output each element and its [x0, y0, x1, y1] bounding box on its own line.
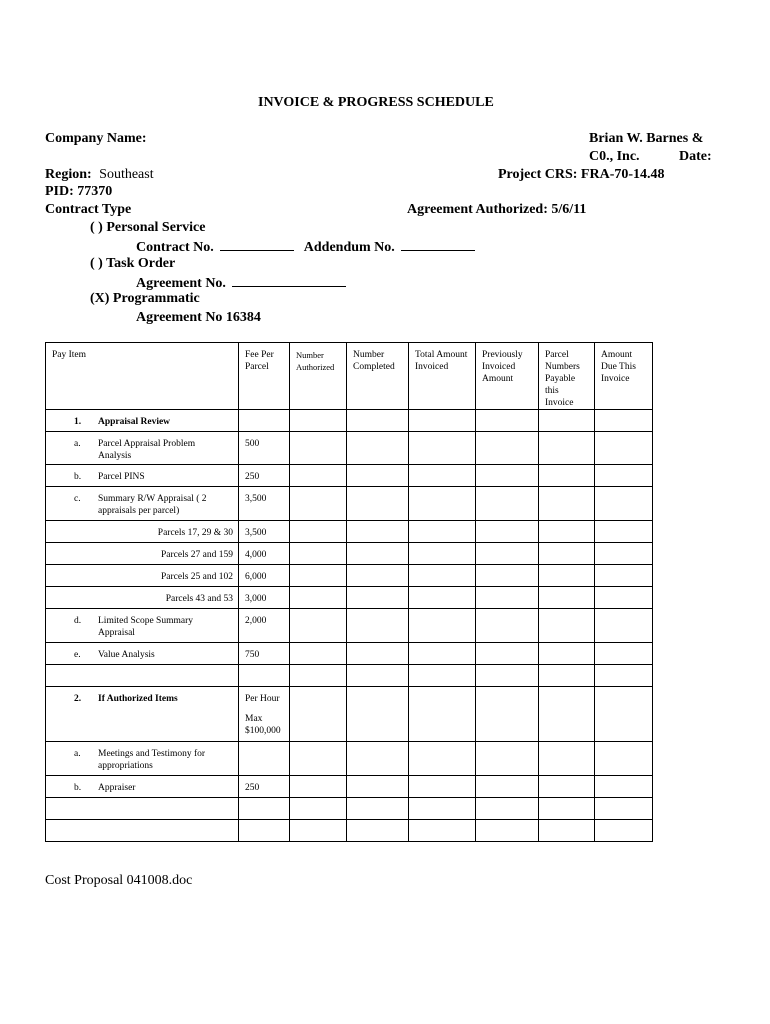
table-row: [46, 742, 653, 776]
blank-cell: [409, 565, 476, 587]
blank-cell: [409, 465, 476, 487]
blank-cell: [476, 410, 539, 432]
table-row: [46, 776, 653, 798]
blank-cell: [290, 820, 347, 842]
blank-cell: [290, 742, 347, 776]
blank-cell: [290, 521, 347, 543]
agreement-no-line: [136, 274, 346, 292]
pay-item-cell: [46, 432, 239, 465]
blank-cell: [476, 665, 539, 687]
blank-cell: [347, 465, 409, 487]
blank-cell: [595, 565, 653, 587]
item-label: Value Analysis: [98, 650, 155, 660]
blank-cell: [347, 609, 409, 643]
table-row: [46, 432, 653, 465]
blank-cell: [290, 643, 347, 665]
addendum-no-blank: [401, 238, 475, 251]
item-number: 2.: [74, 694, 82, 704]
fee-value: 3,500: [245, 494, 267, 504]
blank-cell: [476, 487, 539, 521]
fee-value: 6,000: [245, 572, 267, 582]
blank-cell: [476, 543, 539, 565]
blank-cell: [539, 687, 595, 742]
blank-cell: [409, 521, 476, 543]
pay-item-cell: [46, 410, 239, 432]
blank-cell: [290, 565, 347, 587]
blank-cell: [539, 432, 595, 465]
blank-cell: [539, 609, 595, 643]
blank-cell: [595, 410, 653, 432]
contract-type-label: Contract Type: [45, 202, 132, 217]
blank-cell: [539, 465, 595, 487]
header-cell: Fee Per Parcel: [239, 343, 290, 410]
blank-cell: [409, 410, 476, 432]
fee-cell: [239, 565, 290, 587]
blank-cell: [595, 543, 653, 565]
pay-item-cell: [46, 543, 239, 565]
blank-cell: [539, 776, 595, 798]
blank-cell: [290, 410, 347, 432]
blank-cell: [290, 543, 347, 565]
item-label: Parcels 27 and 159: [160, 550, 233, 560]
table-row: [46, 665, 653, 687]
blank-cell: [539, 487, 595, 521]
blank-cell: [347, 665, 409, 687]
programmatic-option: (X) Programmatic: [90, 291, 200, 306]
pay-item-cell: [46, 742, 239, 776]
header-cell: Total Amount Invoiced: [409, 343, 476, 410]
item-number: b.: [74, 472, 82, 482]
pay-item-cell: [46, 565, 239, 587]
blank-cell: [539, 665, 595, 687]
blank-cell: [347, 820, 409, 842]
fee-cell: [239, 410, 290, 432]
item-label: Parcel Appraisal Problem Analysis: [98, 439, 196, 461]
pay-item-cell: [46, 487, 239, 521]
table-row: [46, 687, 653, 742]
document-title: INVOICE & PROGRESS SCHEDULE: [258, 95, 494, 110]
pay-item-cell: [46, 643, 239, 665]
blank-cell: [595, 609, 653, 643]
company-value-line1: Brian W. Barnes &: [589, 131, 704, 146]
item-number: b.: [74, 783, 82, 793]
fee-value: Per Hour: [245, 694, 280, 704]
pay-item-cell: [46, 776, 239, 798]
blank-cell: [476, 565, 539, 587]
contract-no-line: [136, 238, 475, 256]
blank-cell: [347, 432, 409, 465]
agreement-no-programmatic: Agreement No 16384: [136, 310, 261, 325]
header-cell: Number Completed: [347, 343, 409, 410]
table-row: [46, 410, 653, 432]
fee-value: 250: [245, 783, 260, 793]
item-label: Meetings and Testimony for appropriations: [98, 749, 206, 771]
blank-cell: [409, 665, 476, 687]
blank-cell: [539, 543, 595, 565]
blank-cell: [347, 565, 409, 587]
item-number: d.: [74, 616, 82, 626]
blank-cell: [595, 521, 653, 543]
blank-cell: [347, 643, 409, 665]
blank-cell: [539, 521, 595, 543]
pay-item-cell: [46, 587, 239, 609]
blank-cell: [595, 665, 653, 687]
blank-cell: [539, 798, 595, 820]
blank-cell: [595, 776, 653, 798]
blank-cell: [476, 687, 539, 742]
fee-cell: [239, 432, 290, 465]
table-row: [46, 521, 653, 543]
fee-cell: [239, 521, 290, 543]
blank-cell: [347, 543, 409, 565]
blank-cell: [595, 742, 653, 776]
contract-no-blank: [220, 238, 294, 251]
blank-cell: [290, 665, 347, 687]
date-label: Date:: [679, 149, 712, 164]
pay-item-cell: [46, 687, 239, 742]
header-cell: Previously Invoiced Amount: [476, 343, 539, 410]
blank-cell: [409, 543, 476, 565]
table-row: [46, 609, 653, 643]
addendum-no-label: Addendum No.: [303, 240, 395, 255]
fee-value: 3,000: [245, 594, 267, 604]
item-number: a.: [74, 749, 81, 759]
item-label: Appraisal Review: [98, 417, 171, 427]
table-row: [46, 643, 653, 665]
blank-cell: [409, 432, 476, 465]
fee-value: 250: [245, 472, 260, 482]
contract-no-label: Contract No.: [136, 240, 214, 255]
fee-cell: [239, 609, 290, 643]
task-order-option: ( ) Task Order: [90, 256, 176, 271]
item-number: e.: [74, 650, 81, 660]
fee-cell: [239, 543, 290, 565]
blank-cell: [595, 820, 653, 842]
blank-cell: [539, 565, 595, 587]
blank-cell: [347, 487, 409, 521]
fee-cell: [239, 465, 290, 487]
fee-cell: [239, 643, 290, 665]
fee-cell: [239, 587, 290, 609]
fee-value: 4,000: [245, 550, 267, 560]
blank-cell: [290, 687, 347, 742]
fee-max-value: Max $100,000: [245, 714, 281, 736]
item-label: Limited Scope Summary Appraisal: [98, 616, 193, 638]
blank-cell: [409, 609, 476, 643]
table-row: [46, 565, 653, 587]
blank-cell: [539, 643, 595, 665]
personal-service-option: ( ) Personal Service: [90, 220, 206, 235]
pay-item-cell: [46, 665, 239, 687]
blank-cell: [347, 742, 409, 776]
fee-value: 500: [245, 439, 260, 449]
item-label: If Authorized Items: [98, 694, 178, 704]
blank-cell: [595, 465, 653, 487]
fee-cell: [239, 742, 290, 776]
blank-cell: [539, 820, 595, 842]
blank-cell: [290, 587, 347, 609]
blank-cell: [476, 742, 539, 776]
blank-cell: [347, 687, 409, 742]
blank-cell: [290, 609, 347, 643]
blank-cell: [409, 776, 476, 798]
schedule-table: [45, 342, 653, 842]
blank-cell: [476, 798, 539, 820]
blank-cell: [476, 643, 539, 665]
blank-cell: [595, 587, 653, 609]
blank-cell: [539, 587, 595, 609]
blank-cell: [347, 587, 409, 609]
blank-cell: [476, 609, 539, 643]
item-number: 1.: [74, 417, 82, 427]
footer-filename: Cost Proposal 041008.doc: [45, 873, 193, 888]
blank-cell: [409, 643, 476, 665]
blank-cell: [476, 820, 539, 842]
table-row: [46, 587, 653, 609]
header-cell: Parcel Numbers Payable this Invoice: [539, 343, 595, 410]
blank-cell: [409, 487, 476, 521]
blank-cell: [476, 587, 539, 609]
fee-cell: [239, 665, 290, 687]
blank-cell: [595, 798, 653, 820]
blank-cell: [409, 687, 476, 742]
pay-item-cell: [46, 465, 239, 487]
blank-cell: [595, 487, 653, 521]
table-row: [46, 820, 653, 842]
agreement-no-label: Agreement No.: [136, 276, 226, 291]
fee-cell: [239, 776, 290, 798]
blank-cell: [409, 587, 476, 609]
blank-cell: [290, 432, 347, 465]
blank-cell: [290, 798, 347, 820]
blank-cell: [539, 742, 595, 776]
fee-cell: [239, 798, 290, 820]
blank-cell: [409, 820, 476, 842]
region-line: [45, 167, 154, 183]
blank-cell: [290, 487, 347, 521]
agreement-authorized: Agreement Authorized: 5/6/11: [407, 202, 587, 217]
header-cell: Pay Item: [46, 343, 239, 410]
item-label: Parcels 17, 29 & 30: [157, 528, 233, 538]
blank-cell: [539, 410, 595, 432]
blank-cell: [476, 465, 539, 487]
item-number: c.: [74, 494, 81, 504]
blank-cell: [476, 432, 539, 465]
blank-cell: [595, 687, 653, 742]
blank-cell: [290, 776, 347, 798]
table-row: [46, 543, 653, 565]
blank-cell: [290, 465, 347, 487]
item-label: Parcels 25 and 102: [160, 572, 233, 582]
pay-item-cell: [46, 820, 239, 842]
fee-cell: [239, 687, 290, 742]
blank-cell: [595, 643, 653, 665]
pid: PID: 77370: [45, 184, 113, 199]
company-label: Company Name:: [45, 131, 147, 146]
table-row: [46, 798, 653, 820]
blank-cell: [347, 521, 409, 543]
item-label: Parcels 43 and 53: [165, 594, 233, 604]
blank-cell: [347, 776, 409, 798]
fee-cell: [239, 820, 290, 842]
fee-cell: [239, 487, 290, 521]
blank-cell: [476, 521, 539, 543]
header-cell: Number Authorized: [290, 343, 347, 410]
blank-cell: [409, 798, 476, 820]
pay-item-cell: [46, 521, 239, 543]
blank-cell: [595, 432, 653, 465]
header-cell: Amount Due This Invoice: [595, 343, 653, 410]
region-value: Southeast: [99, 167, 154, 182]
region-label: Region:: [45, 167, 92, 182]
item-number: a.: [74, 439, 81, 449]
agreement-no-blank: [232, 274, 346, 287]
fee-value: 750: [245, 650, 260, 660]
blank-cell: [347, 410, 409, 432]
item-label: Appraiser: [98, 783, 136, 793]
blank-cell: [476, 776, 539, 798]
blank-cell: [409, 742, 476, 776]
company-value-line2: C0., Inc.: [589, 149, 640, 164]
project-crs: Project CRS: FRA-70-14.48: [498, 167, 665, 182]
table-header-row: [46, 343, 653, 410]
pay-item-cell: [46, 609, 239, 643]
item-label: Summary R/W Appraisal ( 2 appraisals per parcel): [98, 494, 207, 516]
pay-item-cell: [46, 798, 239, 820]
blank-cell: [347, 798, 409, 820]
item-label: Parcel PINS: [98, 472, 145, 482]
fee-value: 2,000: [245, 616, 267, 626]
fee-value: 3,500: [245, 528, 267, 538]
table-row: [46, 487, 653, 521]
table-row: [46, 465, 653, 487]
